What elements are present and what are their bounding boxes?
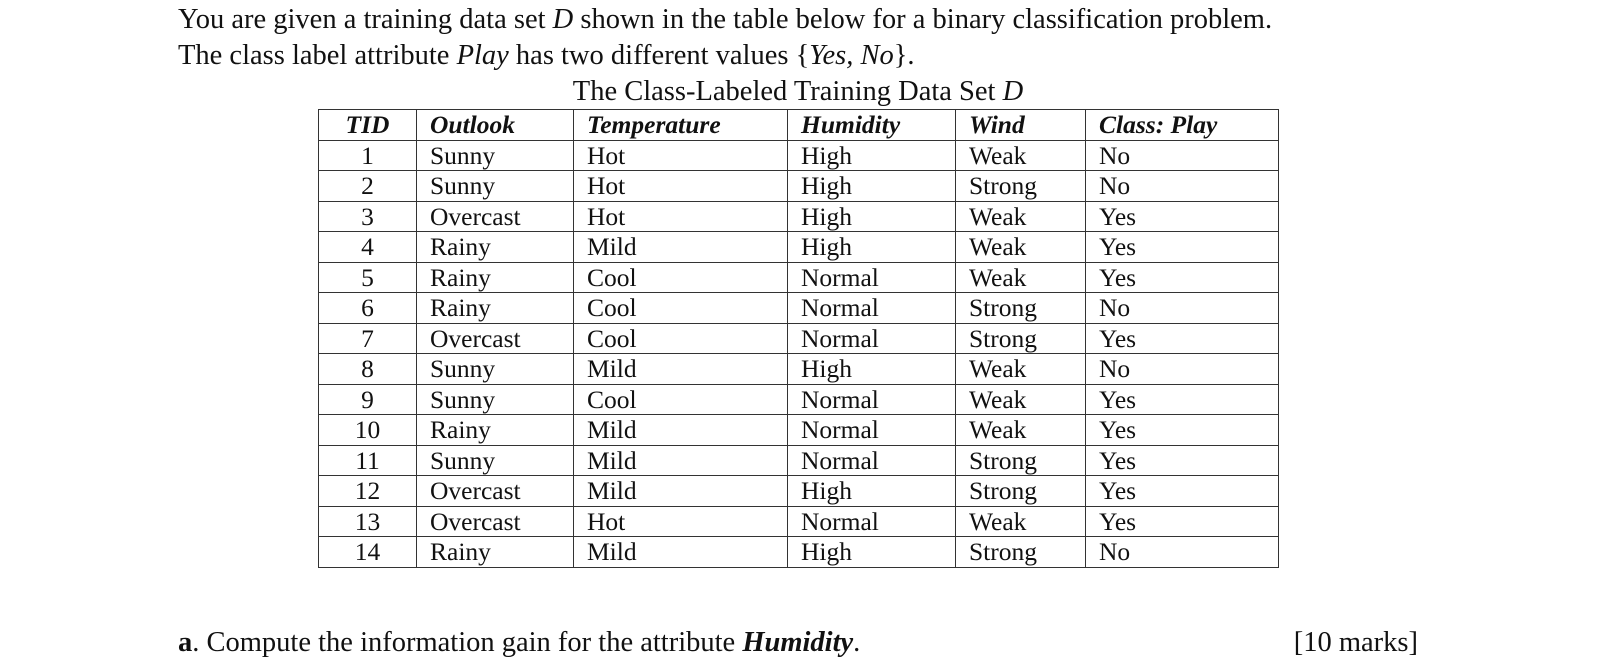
table-row bbox=[319, 171, 1279, 202]
table-row bbox=[319, 537, 1279, 568]
cell-humidity: Normal bbox=[788, 323, 956, 354]
table-row bbox=[319, 232, 1279, 263]
cell-temperature: Hot bbox=[574, 506, 788, 537]
table-row bbox=[319, 293, 1279, 324]
cell-tid: 4 bbox=[319, 232, 417, 263]
cell-outlook: Overcast bbox=[417, 323, 574, 354]
cell-class-play: Yes bbox=[1086, 476, 1279, 507]
cell-humidity: Normal bbox=[788, 262, 956, 293]
cell-wind: Weak bbox=[956, 506, 1086, 537]
cell-tid: 1 bbox=[319, 140, 417, 171]
table-row bbox=[319, 445, 1279, 476]
cell-tid: 14 bbox=[319, 537, 417, 568]
table-row bbox=[319, 262, 1279, 293]
cell-outlook: Rainy bbox=[417, 415, 574, 446]
cell-wind: Strong bbox=[956, 171, 1086, 202]
cell-class-play: Yes bbox=[1086, 232, 1279, 263]
cell-temperature: Cool bbox=[574, 293, 788, 324]
cell-tid: 6 bbox=[319, 293, 417, 324]
cell-temperature: Cool bbox=[574, 262, 788, 293]
cell-class-play: Yes bbox=[1086, 415, 1279, 446]
cell-temperature: Mild bbox=[574, 537, 788, 568]
cell-class-play: Yes bbox=[1086, 201, 1279, 232]
cell-outlook: Overcast bbox=[417, 506, 574, 537]
cell-class-play: Yes bbox=[1086, 506, 1279, 537]
cell-temperature: Hot bbox=[574, 201, 788, 232]
column-header-temperature: Temperature bbox=[574, 110, 788, 141]
cell-wind: Weak bbox=[956, 262, 1086, 293]
cell-temperature: Mild bbox=[574, 415, 788, 446]
cell-outlook: Rainy bbox=[417, 232, 574, 263]
column-header-tid: TID bbox=[319, 110, 417, 141]
cell-humidity: Normal bbox=[788, 506, 956, 537]
cell-temperature: Hot bbox=[574, 171, 788, 202]
column-header-outlook: Outlook bbox=[417, 110, 574, 141]
cell-wind: Strong bbox=[956, 476, 1086, 507]
cell-temperature: Cool bbox=[574, 323, 788, 354]
cell-class-play: Yes bbox=[1086, 384, 1279, 415]
column-header-humidity: Humidity bbox=[788, 110, 956, 141]
cell-temperature: Mild bbox=[574, 445, 788, 476]
cell-temperature: Mild bbox=[574, 354, 788, 385]
cell-tid: 13 bbox=[319, 506, 417, 537]
cell-tid: 8 bbox=[319, 354, 417, 385]
cell-humidity: Normal bbox=[788, 384, 956, 415]
cell-outlook: Rainy bbox=[417, 293, 574, 324]
cell-wind: Strong bbox=[956, 537, 1086, 568]
cell-tid: 12 bbox=[319, 476, 417, 507]
cell-class-play: No bbox=[1086, 140, 1279, 171]
cell-tid: 2 bbox=[319, 171, 417, 202]
statement-line-2: The class label attribute Play has two different values {Yes, No}. bbox=[178, 40, 915, 71]
marks-label: [10 marks] bbox=[1293, 627, 1418, 658]
cell-humidity: High bbox=[788, 354, 956, 385]
cell-tid: 10 bbox=[319, 415, 417, 446]
cell-class-play: Yes bbox=[1086, 262, 1279, 293]
cell-tid: 5 bbox=[319, 262, 417, 293]
cell-humidity: Normal bbox=[788, 293, 956, 324]
cell-outlook: Sunny bbox=[417, 171, 574, 202]
cell-humidity: Normal bbox=[788, 445, 956, 476]
cell-humidity: High bbox=[788, 140, 956, 171]
question-a: a. Compute the information gain for the attribute Humidity. bbox=[178, 627, 861, 658]
cell-wind: Weak bbox=[956, 201, 1086, 232]
cell-humidity: High bbox=[788, 476, 956, 507]
table-row bbox=[319, 323, 1279, 354]
problem-statement bbox=[178, 2, 1418, 74]
cell-temperature: Mild bbox=[574, 476, 788, 507]
cell-humidity: Normal bbox=[788, 415, 956, 446]
cell-wind: Strong bbox=[956, 323, 1086, 354]
cell-wind: Strong bbox=[956, 445, 1086, 476]
cell-outlook: Sunny bbox=[417, 445, 574, 476]
cell-class-play: No bbox=[1086, 293, 1279, 324]
cell-class-play: No bbox=[1086, 537, 1279, 568]
cell-humidity: High bbox=[788, 201, 956, 232]
cell-wind: Weak bbox=[956, 384, 1086, 415]
column-header-class-play: Class: Play bbox=[1086, 110, 1279, 141]
cell-outlook: Sunny bbox=[417, 384, 574, 415]
cell-outlook: Overcast bbox=[417, 201, 574, 232]
cell-humidity: High bbox=[788, 171, 956, 202]
column-header-wind: Wind bbox=[956, 110, 1086, 141]
cell-class-play: Yes bbox=[1086, 323, 1279, 354]
cell-temperature: Mild bbox=[574, 232, 788, 263]
table-header-row bbox=[319, 110, 1279, 141]
table-row bbox=[319, 476, 1279, 507]
table-row bbox=[319, 140, 1279, 171]
table-body bbox=[319, 140, 1279, 567]
cell-wind: Weak bbox=[956, 232, 1086, 263]
statement-line-1: You are given a training data set D shown in the table below for a binary classification problem. bbox=[178, 4, 1273, 35]
cell-class-play: Yes bbox=[1086, 445, 1279, 476]
cell-humidity: High bbox=[788, 537, 956, 568]
training-data-table bbox=[318, 109, 1279, 568]
cell-outlook: Sunny bbox=[417, 354, 574, 385]
cell-class-play: No bbox=[1086, 171, 1279, 202]
cell-outlook: Overcast bbox=[417, 476, 574, 507]
cell-wind: Weak bbox=[956, 140, 1086, 171]
table-row bbox=[319, 354, 1279, 385]
cell-tid: 3 bbox=[319, 201, 417, 232]
cell-wind: Weak bbox=[956, 415, 1086, 446]
table-row bbox=[319, 506, 1279, 537]
cell-outlook: Rainy bbox=[417, 537, 574, 568]
cell-temperature: Cool bbox=[574, 384, 788, 415]
table-row bbox=[319, 201, 1279, 232]
cell-wind: Weak bbox=[956, 354, 1086, 385]
table-caption: The Class-Labeled Training Data Set D bbox=[572, 76, 1024, 107]
cell-temperature: Hot bbox=[574, 140, 788, 171]
table-row bbox=[319, 415, 1279, 446]
cell-humidity: High bbox=[788, 232, 956, 263]
cell-class-play: No bbox=[1086, 354, 1279, 385]
cell-outlook: Rainy bbox=[417, 262, 574, 293]
cell-tid: 7 bbox=[319, 323, 417, 354]
cell-outlook: Sunny bbox=[417, 140, 574, 171]
table-row bbox=[319, 384, 1279, 415]
cell-tid: 11 bbox=[319, 445, 417, 476]
cell-wind: Strong bbox=[956, 293, 1086, 324]
cell-tid: 9 bbox=[319, 384, 417, 415]
